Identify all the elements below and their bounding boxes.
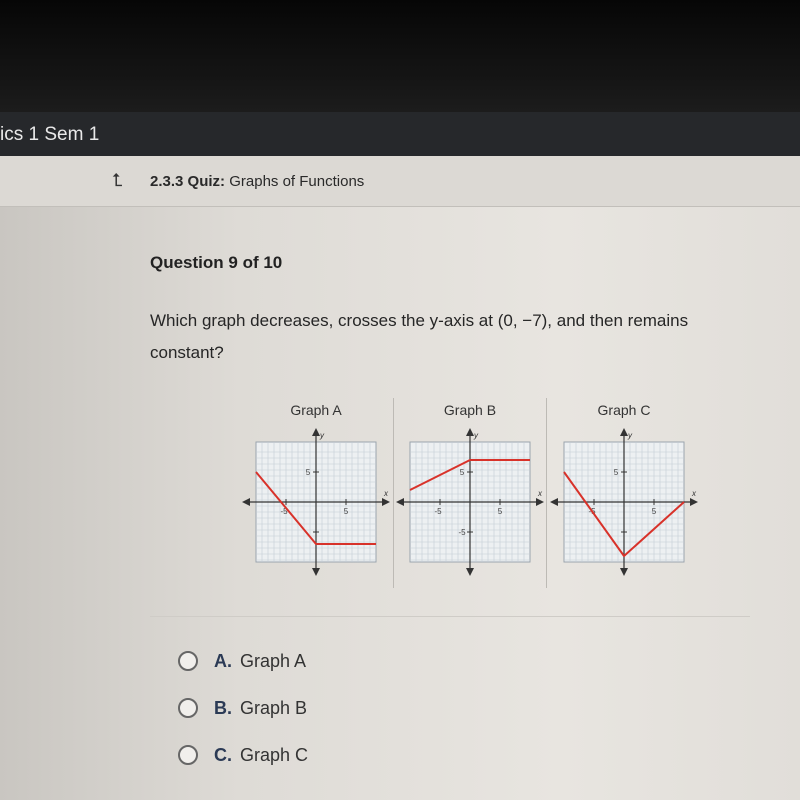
arrow-down-icon xyxy=(466,568,474,576)
y-tick-label: 5 xyxy=(613,468,619,477)
course-header xyxy=(0,112,800,156)
arrow-down-icon xyxy=(312,568,320,576)
breadcrumb-section: 2.3.3 xyxy=(150,173,184,190)
choice-c[interactable] xyxy=(178,742,308,768)
graph-a xyxy=(238,428,398,578)
arrow-right-icon xyxy=(382,498,390,506)
breadcrumb-type: Quiz: xyxy=(187,173,226,190)
arrow-down-icon xyxy=(620,568,628,576)
y-tick-label: 5 xyxy=(459,468,465,477)
y-axis-label: y xyxy=(320,431,324,440)
graph-b-title: Graph B xyxy=(443,402,497,418)
y-tick-label: -5 xyxy=(458,528,466,537)
breadcrumb-name: Graphs of Functions xyxy=(229,173,365,190)
question-number: Question 9 of 10 xyxy=(150,253,283,272)
course-title: ics 1 Sem 1 xyxy=(0,124,100,145)
y-axis-label: y xyxy=(474,431,478,440)
choice-label: Graph A xyxy=(240,650,307,671)
choice-letter: B. xyxy=(214,697,232,718)
arrow-up-icon xyxy=(312,428,320,436)
arrow-left-icon xyxy=(242,498,250,506)
monitor-bezel xyxy=(0,0,800,112)
x-tick-label: -5 xyxy=(434,507,442,516)
x-tick-label: 5 xyxy=(343,507,349,516)
x-axis-label: x xyxy=(538,489,542,498)
choice-letter: C. xyxy=(214,744,232,765)
arrow-right-icon xyxy=(690,498,698,506)
x-axis-label: x xyxy=(692,489,696,498)
choice-label: Graph B xyxy=(240,697,308,718)
radio-icon[interactable] xyxy=(178,698,198,718)
question-text: Which graph decreases, crosses the y-axis at (0, −7), and then remains constant? xyxy=(150,311,689,362)
graph-a-title: Graph A xyxy=(290,402,342,418)
graph-c xyxy=(546,428,706,578)
choice-b[interactable] xyxy=(178,695,307,721)
radio-icon[interactable] xyxy=(178,745,198,765)
arrow-left-icon xyxy=(550,498,558,506)
divider xyxy=(150,616,750,617)
x-tick-label: -5 xyxy=(588,507,596,516)
arrow-up-icon xyxy=(620,428,628,436)
choice-a[interactable] xyxy=(178,648,306,674)
arrow-left-icon xyxy=(396,498,404,506)
radio-icon[interactable] xyxy=(178,651,198,671)
y-tick-label: 5 xyxy=(305,468,311,477)
x-axis-label: x xyxy=(384,489,388,498)
x-tick-label: -5 xyxy=(280,507,288,516)
graph-b xyxy=(392,428,552,578)
y-axis-label: y xyxy=(628,431,632,440)
breadcrumb-text[interactable] xyxy=(150,173,364,190)
return-up-icon[interactable]: ⮤ xyxy=(112,170,123,190)
x-tick-label: 5 xyxy=(651,507,657,516)
graph-c-title: Graph C xyxy=(597,402,651,418)
choice-label: Graph C xyxy=(240,744,309,765)
arrow-right-icon xyxy=(536,498,544,506)
x-tick-label: 5 xyxy=(497,507,503,516)
choice-letter: A. xyxy=(214,650,232,671)
arrow-up-icon xyxy=(466,428,474,436)
